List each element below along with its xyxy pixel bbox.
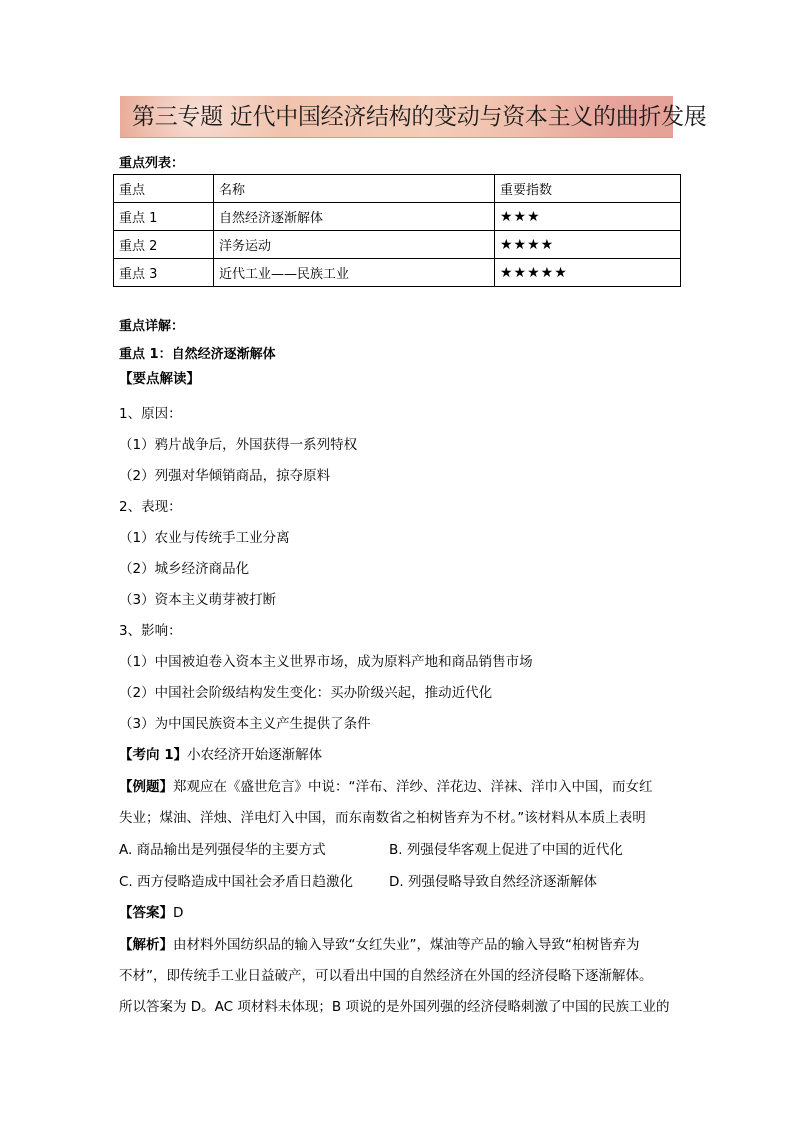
example-line: 失业；煤油、洋烛、洋电灯入中国，而东南数省之桕树皆弃为不材。”该材料从本质上表明 (119, 810, 646, 826)
row-name: 近代工业——民族工业 (214, 259, 495, 287)
impact-title: 3、影响： (119, 623, 182, 639)
cause-item: （1）鸦片战争后，外国获得一系列特权 (119, 437, 358, 453)
row-name: 洋务运动 (214, 231, 495, 259)
row-name: 自然经济逐渐解体 (214, 203, 495, 231)
row-id: 重点 2 (114, 231, 214, 259)
header-cell: 名称 (214, 175, 495, 203)
answer-value: D (173, 905, 184, 921)
analysis-line: 所以答案为 D。AC 项材料未体现；B 项说的是外国列强的经济侵略刺激了中国的民族工业的 (119, 999, 670, 1015)
example-label: 【例题】 (119, 779, 173, 795)
analysis-line: 不材”，即传统手工业日益破产，可以看出中国的自然经济在外国的经济侵略下逐渐解体。 (119, 968, 653, 984)
option-a: A. 商品输出是列强侵华的主要方式 (119, 842, 326, 858)
manifest-title: 2、表现： (119, 499, 182, 515)
header-cell: 重点 (114, 175, 214, 203)
exam-direction-text: 小农经济开始逐渐解体 (187, 747, 323, 763)
row-rating: ★★★★ (495, 231, 681, 259)
key-list-heading: 重点列表： (119, 156, 185, 171)
answer-label: 【答案】 (119, 905, 173, 921)
option-b: B. 列强侵华客观上促进了中国的近代化 (389, 842, 623, 858)
interpretation-label: 【要点解读】 (119, 371, 200, 387)
table-row (114, 231, 681, 259)
title-banner (120, 96, 707, 138)
manifest-item: （1）农业与传统手工业分离 (119, 530, 290, 546)
example-line (119, 778, 653, 796)
table-row (114, 259, 681, 287)
option-d: D. 列强侵略导致自然经济逐渐解体 (389, 874, 597, 890)
row-id: 重点 3 (114, 259, 214, 287)
exam-direction (119, 746, 322, 764)
key-points-table (113, 174, 681, 287)
analysis-label: 【解析】 (119, 937, 173, 953)
cause-title: 1、原因： (119, 406, 182, 422)
manifest-item: （3）资本主义萌芽被打断 (119, 592, 277, 608)
point-title: 重点 1：自然经济逐渐解体 (119, 347, 276, 362)
option-c: C. 西方侵略造成中国社会矛盾日趋激化 (119, 874, 354, 890)
detail-heading: 重点详解： (119, 319, 185, 334)
table-header-row (114, 175, 681, 203)
row-rating: ★★★★★ (495, 259, 681, 287)
row-id: 重点 1 (114, 203, 214, 231)
impact-item: （3）为中国民族资本主义产生提供了条件 (119, 716, 371, 732)
impact-item: （2）中国社会阶级结构发生变化：买办阶级兴起，推动近代化 (119, 685, 493, 701)
page-title: 第三专题 近代中国经济结构的变动与资本主义的曲折发展 (132, 104, 707, 130)
row-rating: ★★★ (495, 203, 681, 231)
impact-item: （1）中国被迫卷入资本主义世界市场，成为原料产地和商品销售市场 (119, 654, 533, 670)
answer-line (119, 904, 183, 922)
table-row (114, 203, 681, 231)
cause-item: （2）列强对华倾销商品，掠夺原料 (119, 468, 331, 484)
example-text: 郑观应在《盛世危言》中说：“洋布、洋纱、洋花边、洋袜、洋巾入中国，而女红 (173, 779, 653, 795)
analysis-text: 由材料外国纺织品的输入导致“女红失业”，煤油等产品的输入导致“桕树皆弃为 (173, 937, 640, 953)
exam-direction-label: 【考向 1】 (119, 747, 188, 763)
manifest-item: （2）城乡经济商品化 (119, 561, 250, 577)
analysis-line (119, 936, 639, 954)
header-cell: 重要指数 (495, 175, 681, 203)
